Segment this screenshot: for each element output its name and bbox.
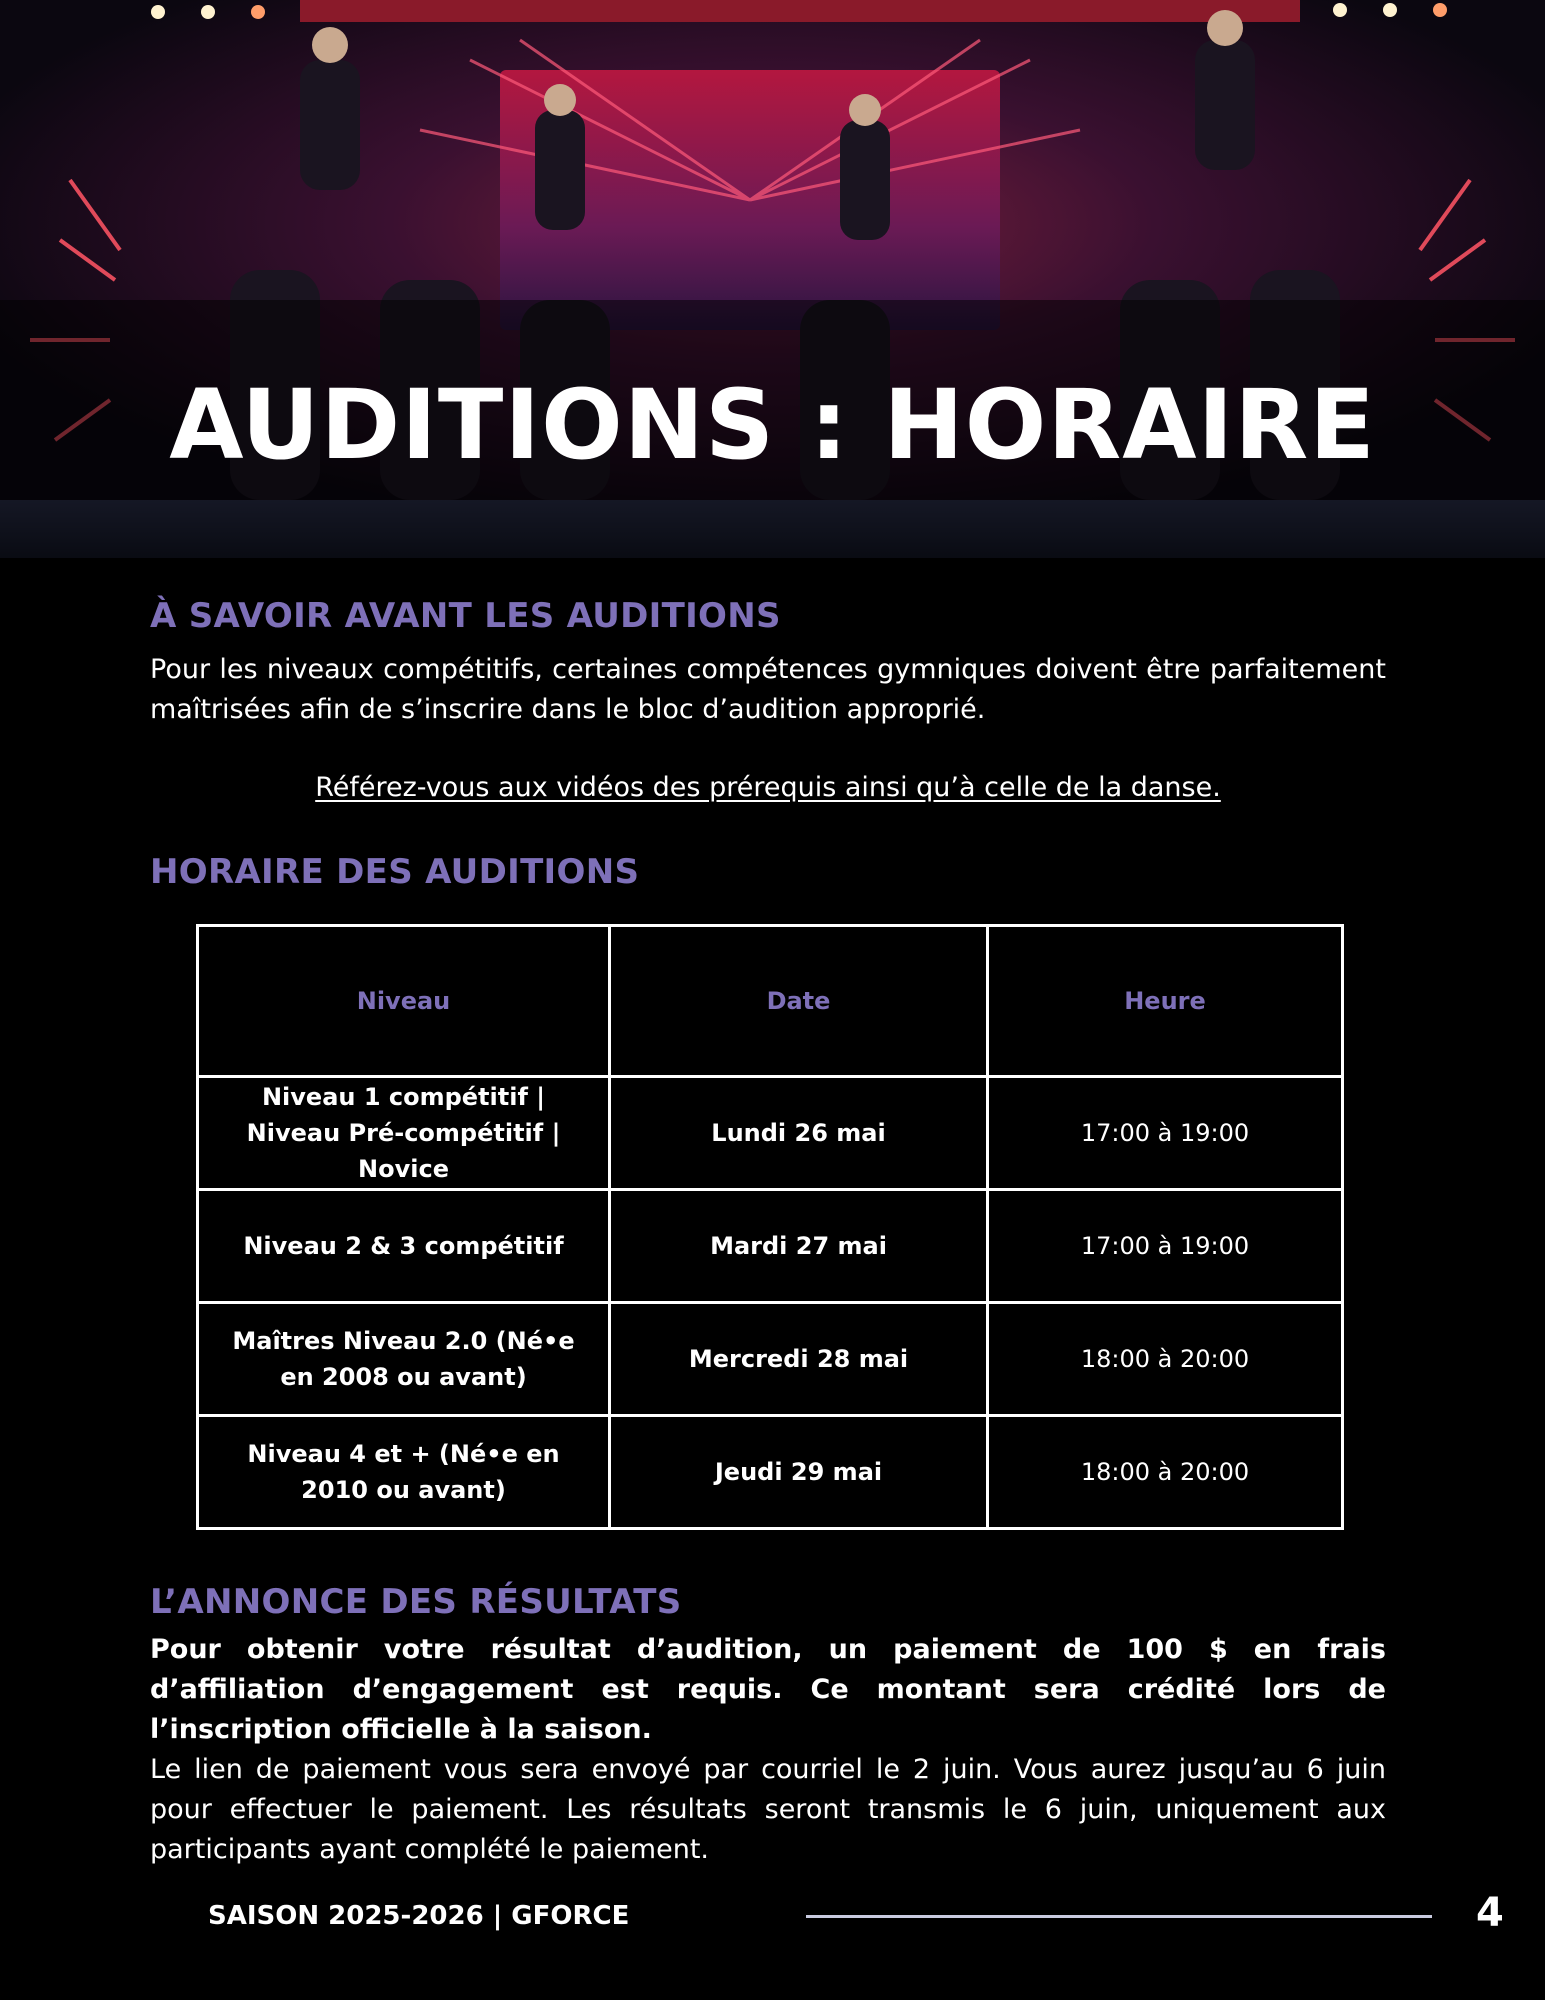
- cell-heure: 17:00 à 19:00: [988, 1077, 1343, 1190]
- section-heading-schedule: HORAIRE DES AUDITIONS: [150, 852, 640, 892]
- column-header-heure: Heure: [988, 926, 1343, 1077]
- cell-niveau: Niveau 2 & 3 compétitif: [198, 1190, 610, 1303]
- column-header-date: Date: [610, 926, 988, 1077]
- section-heading-before: À SAVOIR AVANT LES AUDITIONS: [150, 596, 781, 636]
- column-header-niveau: Niveau: [198, 926, 610, 1077]
- cell-niveau: Niveau 1 compétitif | Niveau Pré-compétitif | Novice: [198, 1077, 610, 1190]
- main-content: [150, 590, 1386, 898]
- prerequisites-paragraph: Pour les niveaux compétitifs, certaines compétences gymniques doivent être parfaitement maîtrisées afin de s’inscrire dans le bloc d’audition approprié.: [150, 654, 1386, 725]
- cell-heure: 18:00 à 20:00: [988, 1303, 1343, 1416]
- table-header-row: [198, 926, 1343, 1077]
- schedule-table: [196, 924, 1344, 1530]
- cell-heure: 18:00 à 20:00: [988, 1416, 1343, 1529]
- cell-niveau: Niveau 4 et + (Né•e en 2010 ou avant): [198, 1416, 610, 1529]
- videos-link-line: [150, 768, 1386, 808]
- section-heading-results: L’ANNONCE DES RÉSULTATS: [150, 1582, 682, 1622]
- footer-season-label: SAISON 2025-2026 | GFORCE: [208, 1901, 630, 1931]
- page-title: AUDITIONS : HORAIRE: [169, 369, 1376, 481]
- page-number: 4: [1476, 1890, 1504, 1936]
- cell-niveau: Maîtres Niveau 2.0 (Né•e en 2008 ou avant): [198, 1303, 610, 1416]
- table-row: [198, 1190, 1343, 1303]
- footer-divider: [806, 1915, 1432, 1918]
- cell-date: Mercredi 28 mai: [610, 1303, 988, 1416]
- cell-date: Lundi 26 mai: [610, 1077, 988, 1190]
- results-paragraph: Le lien de paiement vous sera envoyé par courriel le 2 juin. Vous aurez jusqu’au 6 juin pour effectuer le paiement. Les résultats seront transmis le 6 juin, uniquement aux participants ayant complété le paiement.: [150, 1754, 1386, 1865]
- cell-date: Jeudi 29 mai: [610, 1416, 988, 1529]
- hero-banner: [0, 0, 1545, 558]
- table-row: [198, 1416, 1343, 1529]
- prerequisites-videos-link[interactable]: Référez-vous aux vidéos des prérequis ainsi qu’à celle de la danse.: [315, 772, 1221, 803]
- table-row: [198, 1303, 1343, 1416]
- table-row: [198, 1077, 1343, 1190]
- results-bold-paragraph: Pour obtenir votre résultat d’audition, un paiement de 100 $ en frais d’affiliation d’engagement est requis. Ce montant sera crédité lors de l’inscription officielle à la saison.: [150, 1634, 1386, 1745]
- results-section: [150, 1576, 1386, 1870]
- cell-date: Mardi 27 mai: [610, 1190, 988, 1303]
- cell-heure: 17:00 à 19:00: [988, 1190, 1343, 1303]
